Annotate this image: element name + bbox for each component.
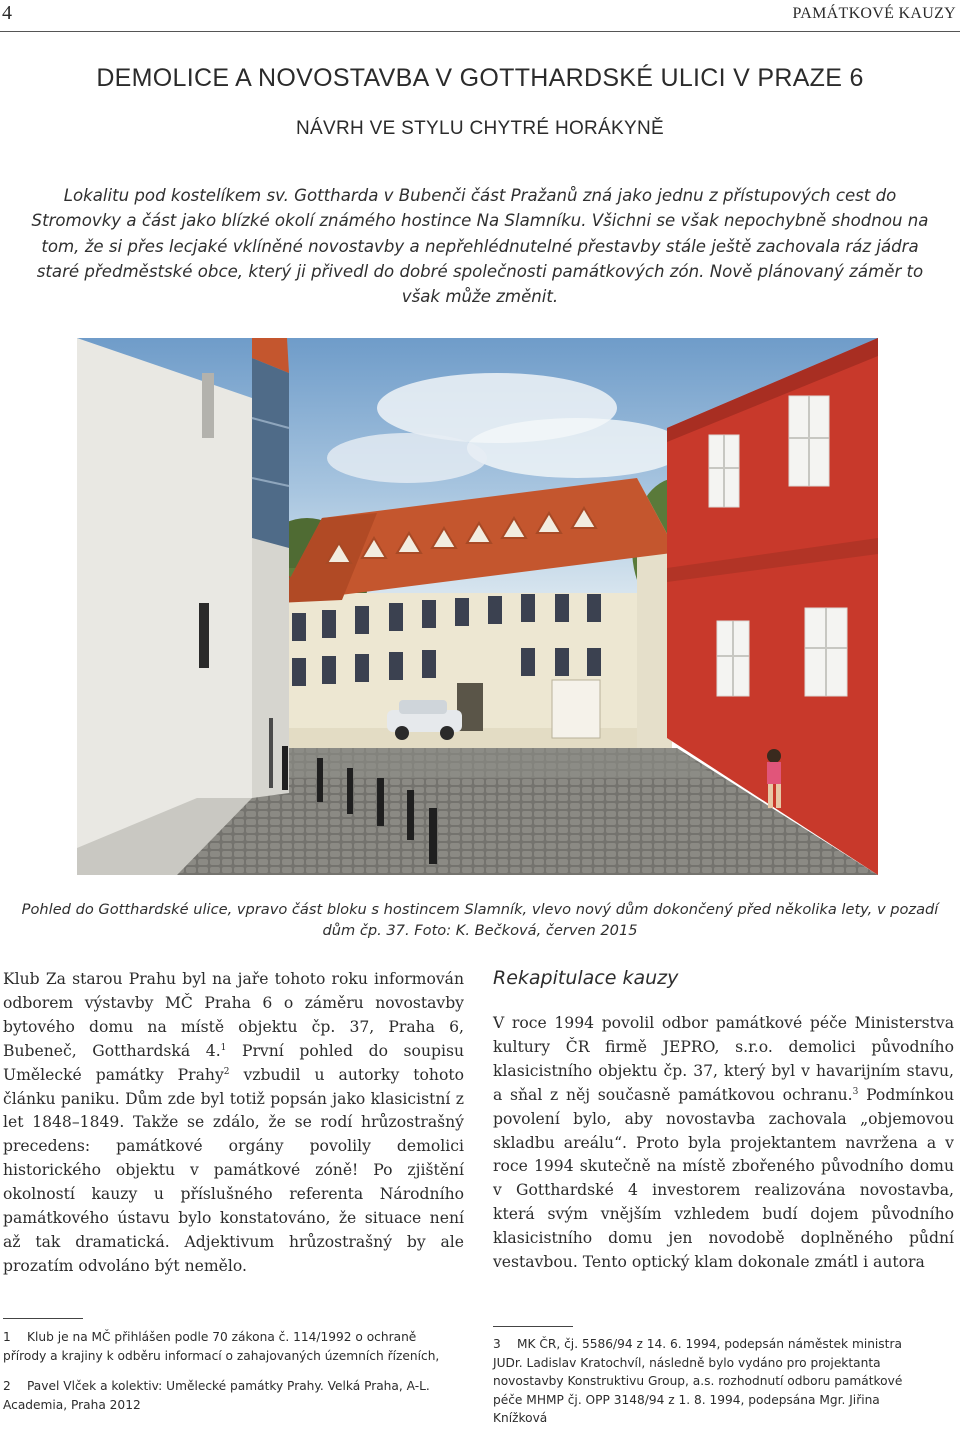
article-subtitle: NÁVRH VE STYLU CHYTRÉ HORÁKYNĚ [296, 118, 664, 139]
footnote-text: Pavel Vlček a kolektiv: Umělecké památky Prahy. Velká Praha, A-L. Academia, Praha 2012 [3, 1379, 430, 1412]
footnote-text: MK ČR, čj. 5586/94 z 14. 6. 1994, podepsán náměstek ministra JUDr. Ladislav Kratochvíl, následně bylo vydáno pro projektanta novostavby Konstruktivu Group, a.s. rozhodnutí odboru památkové péče MHMP čj. OPP 3148/94 z 1. 8. 1994, podepsána Mgr. Jiřina Knížková [493, 1337, 903, 1425]
footnote [3, 1328, 458, 1365]
running-head: PAMÁTKOVÉ KAUZY [792, 5, 956, 22]
footnote [493, 1335, 933, 1428]
footnote-number: 2 [3, 1379, 11, 1393]
header-rule [0, 31, 960, 32]
body-text: vzbudil u autorky tohoto článku paniku. Dům zde byl totiž popsán jako klasicistní z let 1848–1849. Takže se zdálo, že se rodí hrůzostrašný precedens: památkové orgány povolily demolici historického objektu v památkové zóně! Po zjištění okolností kauzy u příslušného referenta Národního památkového ústavu bylo konstatováno, že situace není až tak dramatická. Adjektivum hrůzostrašný by ale prozatím odvoláno být nemělo. [3, 1065, 464, 1275]
body-text: První pohled do soupisu Umělecké památky Prahy [3, 1041, 464, 1084]
footnote-number: 3 [493, 1337, 501, 1351]
photo-caption: Pohled do Gotthardské ulice, vpravo část bloku s hostincem Slamník, vlevo nový dům dokončený před několika lety, v pozadí dům čp. 37. Foto: K. Bečková, červen 2015 [21, 901, 939, 939]
body-text: Klub Za starou Prahu byl na jaře tohoto roku informován odborem výstavby MČ Praha 6 o záměru novostavby bytového domu na místě objektu čp. 37, Praha 6, Bubeneč, Gotthardská 4. [3, 970, 464, 1060]
footnote-rule [3, 1318, 83, 1319]
footnote-ref: 3 [852, 1086, 859, 1097]
footnote-ref: 1 [220, 1042, 227, 1053]
footnote-text: Klub je na MČ přihlášen podle 70 zákona č. 114/1992 o ochraně přírody a krajiny k odběru informací o zahajovaných územních řízeních, [3, 1330, 440, 1363]
article-title: DEMOLICE A NOVOSTAVBA V GOTTHARDSKÉ ULICI V PRAZE 6 [96, 64, 864, 92]
page-number: 4 [2, 2, 12, 24]
body-text: V roce 1994 povolil odbor památkové péče Ministerstva kultury ČR firmě JEPRO, s.r.o. demolici původního klasicistního objektu čp. 37, který byl v havarijním stavu, a sňal z něj současně památkovou ochranu. [493, 1014, 954, 1104]
footnotes-right [493, 1335, 933, 1440]
footnote-ref: 2 [223, 1066, 230, 1077]
footnotes-left [3, 1328, 458, 1426]
body-right-column [493, 1012, 954, 1275]
footnote [3, 1377, 458, 1414]
body-text: Podmínkou povolení bylo, aby novostavba zachovala „objemovou skladbu areálu“. Proto byla projektantem navržena a v roce 1994 skutečně na místě zbořeného původního domu v Gotthardské 4 investorem realizována novostavba, která svým vnějším vzhledem budí dojem původního klasicistního domu jen novodobě doplněného půdní vestavbou. Tento optický klam dokonale zmátl i autora [493, 1085, 954, 1272]
section-heading: Rekapitulace kauzy [493, 967, 679, 989]
footnote-rule [493, 1326, 573, 1327]
page-header [0, 0, 960, 36]
street-photo [77, 338, 878, 875]
footnote-number: 1 [3, 1330, 11, 1344]
article-lead: Lokalitu pod kostelíkem sv. Gottharda v Bubenči část Pražanů zná jako jednu z přístupových cest do Stromovky a část jako blízké okolí známého hostince Na Slamníku. Všichni se však nepochybně shodnou na tom, že si přes lecjaké vklíněné novostavby a nepřehlédnutelné přestavby stále ještě zachovala ráz jádra staré předměstské obce, který ji přivedl do dobré společnosti památkových zón. Nově plánovaný záměr to však může změnit. [31, 186, 929, 307]
body-left-column [3, 968, 464, 1279]
